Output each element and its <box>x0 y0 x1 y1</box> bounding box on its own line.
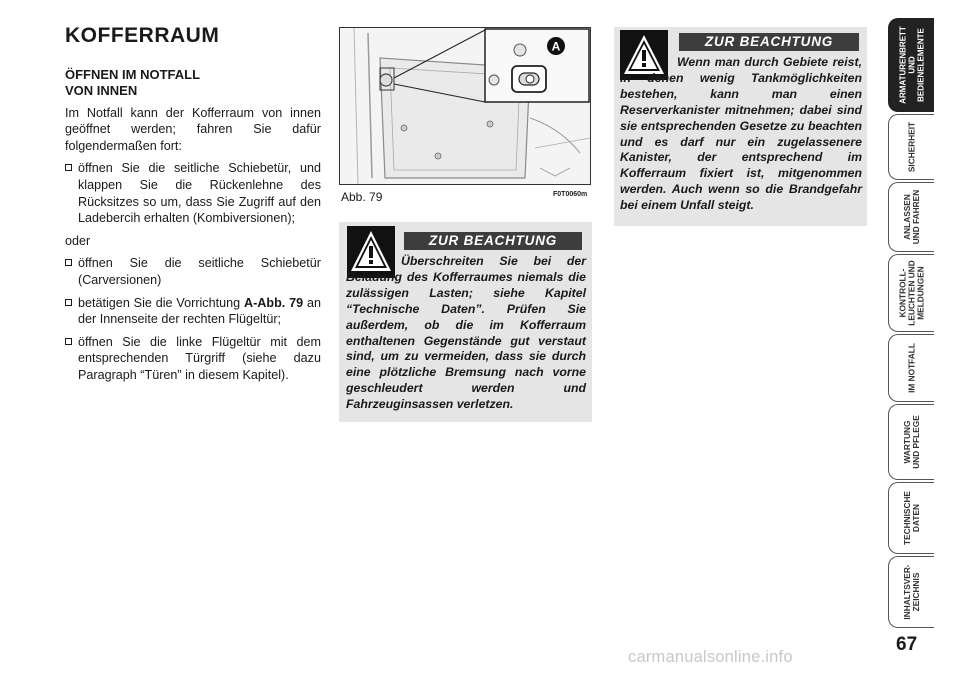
step-3-text-pre: betätigen Sie die Vorrichtung <box>78 295 241 310</box>
step-1 <box>65 160 321 226</box>
tab-sicherheit[interactable] <box>888 114 934 180</box>
tab-label: TECHNISCHE DATEN <box>901 491 921 545</box>
main-text-column <box>65 24 322 390</box>
section-subtitle-line2: VON INNEN <box>65 82 138 98</box>
callout-a-label: A <box>551 39 561 54</box>
tab-label: WARTUNG UND PFLEGE <box>901 415 921 469</box>
warning-box-load <box>339 222 592 422</box>
tab-label: KONTROLL- LEUCHTEN UND MELDUNGEN <box>897 260 925 326</box>
page-title: KOFFERRAUM <box>65 24 220 47</box>
tab-armaturenbrett[interactable] <box>888 18 934 112</box>
warning-text: Wenn man durch Gebiete reist, in denen wenig Tankmöglichkeiten bestehen, kann man einen Reserverkanister mitnehmen; dabei sind sie entsprechenden Gesetze zu beachten und es darf nur ein zugelassenere Kanister, der entsprechend im Kofferraum fixiert ist, mitgenommen werden. Auch wenn so die Brandgefahr bei einem Unfall steigt. <box>620 55 862 213</box>
step-2 <box>65 255 321 288</box>
checkbox-bullet-icon <box>65 338 72 345</box>
tab-anlassen-und-fahren[interactable] <box>888 182 934 252</box>
step-3 <box>65 295 321 328</box>
tab-kontrollleuchten[interactable] <box>888 254 934 332</box>
step-4-text: öffnen Sie die linke Flügeltür mit dem entsprechenden Türgriff (siehe dazu Paragraph “Türen” in diesem Kapitel). <box>78 334 321 382</box>
step-4 <box>65 334 321 384</box>
figure-caption: Abb. 79 <box>341 190 383 204</box>
step-3-text-post: an der Innenseite der rechten Flügeltür; <box>78 295 322 327</box>
warning-box-fuel-canister <box>614 27 867 226</box>
tab-label: INHALTSVER- ZEICHNIS <box>901 564 921 620</box>
checkbox-bullet-icon <box>65 164 72 171</box>
tab-label: ARMATURENBRETT UND BEDIENELEMENTE <box>898 26 925 104</box>
intro-paragraph: Im Notfall kann der Kofferraum von innen geöffnet werden; fahren Sie dafür folgendermaßen fort: <box>65 105 321 153</box>
tab-label: IM NOTFALL <box>906 343 916 393</box>
tab-inhaltsverzeichnis[interactable] <box>888 556 934 628</box>
checkbox-bullet-icon <box>65 259 72 266</box>
step-1-text: öffnen Sie die seitliche Schiebetür, und klappen Sie die Rückenlehne des Rücksitzes so um, dass Sie Zugriff auf den Ladebercih erhalten (Kombiversionen); <box>78 161 321 226</box>
section-subtitle <box>65 67 321 99</box>
figure-79-image <box>339 27 591 185</box>
warning-heading: ZUR BEACHTUNG <box>404 232 582 250</box>
watermark: carmanualsonline.info <box>628 648 793 666</box>
trunk-door-illustration <box>340 28 590 184</box>
checkbox-bullet-icon <box>65 299 72 306</box>
tab-label: SICHERHEIT <box>906 121 916 173</box>
tab-im-notfall[interactable] <box>888 334 934 402</box>
figure-code: F0T0060m <box>553 191 588 198</box>
page-number: 67 <box>896 634 918 655</box>
step-2-text: öffnen Sie die seitliche Schiebetür (Carversionen) <box>78 256 321 287</box>
or-text: oder <box>65 233 91 248</box>
warning-text: Überschreiten Sie bei der Beladung des Kofferraumes niemals die zulässigen Lasten; siehe Kapitel “Technische Daten”. Prüfen Sie außerdem, ob die im Kofferraum enthaltenen Gegenstände gut verstaut sind, um zu vermeiden, dass sie durch eine plötzliche Bremsung nach vorne geschleudert werden und Fahrzeuginsassen verletzen. <box>346 254 586 412</box>
tab-label: ANLASSEN UND FAHREN <box>901 189 921 245</box>
tab-technische-daten[interactable] <box>888 482 934 554</box>
warning-heading: ZUR BEACHTUNG <box>679 33 859 51</box>
figure-reference: A-Abb. 79 <box>244 295 304 310</box>
section-subtitle-line1: ÖFFNEN IM NOTFALL <box>65 66 201 82</box>
tab-wartung-und-pflege[interactable] <box>888 404 934 480</box>
